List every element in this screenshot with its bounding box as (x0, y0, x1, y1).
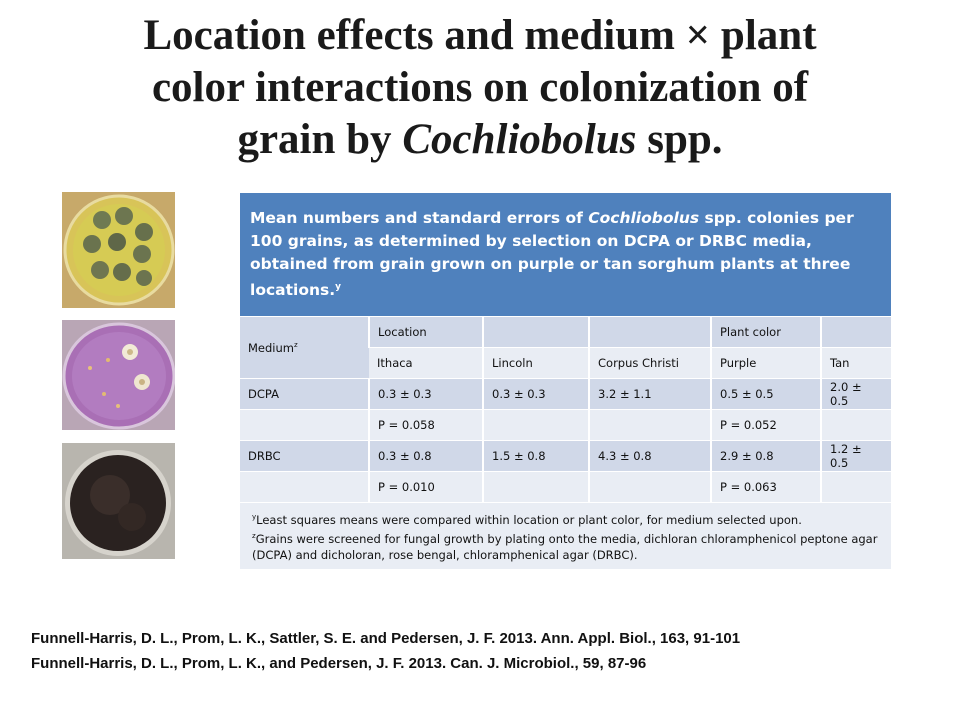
col-purple: Purple (711, 348, 821, 379)
cell-empty (240, 410, 369, 441)
caption-post: spp. colonies per 100 grains, as determined by selection on DCPA or DRBC media, obtained from grain grown on purple or tan sorghum plants at three locations. (250, 209, 854, 300)
col-corpus-christi: Corpus Christi (589, 348, 711, 379)
cell-empty (483, 410, 589, 441)
title-genus: Cochliobolus (402, 116, 637, 163)
cell-empty (821, 472, 891, 503)
title-line-3-pre: grain by (237, 116, 403, 163)
colonies-table (240, 192, 891, 569)
col-lincoln: Lincoln (483, 348, 589, 379)
cell: 1.5 ± 0.8 (483, 441, 589, 472)
p-color: P = 0.052 (711, 410, 821, 441)
cell-empty (240, 472, 369, 503)
caption-pre: Mean numbers and standard errors of (250, 209, 589, 228)
cell-empty (821, 410, 891, 441)
p-value-row (240, 410, 891, 441)
table-footnotes (240, 503, 891, 570)
dcpa-plate-photo (62, 192, 175, 308)
reference-1: Funnell-Harris, D. L., Prom, L. K., Sattler, S. E. and Pedersen, J. F. 2013. Ann. Appl. Biol., 163, 91-101 (31, 630, 741, 647)
footnote-z (252, 528, 881, 563)
footnote-y (252, 509, 881, 528)
slide-title (0, 10, 960, 166)
medium-header (240, 317, 369, 379)
p-location: P = 0.058 (369, 410, 483, 441)
table-row (240, 379, 891, 410)
cell: 3.2 ± 1.1 (589, 379, 711, 410)
footnote-z-sup: z (252, 532, 256, 540)
p-color: P = 0.063 (711, 472, 821, 503)
caption-genus: Cochliobolus (588, 209, 700, 228)
header-empty-1 (483, 317, 589, 348)
cell: 4.3 ± 0.8 (589, 441, 711, 472)
cell: 0.5 ± 0.5 (711, 379, 821, 410)
title-line-1: Location effects and medium × plant (143, 12, 817, 59)
title-line-2: color interactions on colonization of (151, 64, 809, 111)
title-line-3-post: spp. (636, 116, 723, 163)
references (31, 626, 941, 676)
cell: 2.9 ± 0.8 (711, 441, 821, 472)
plate-photo-dark (62, 443, 175, 559)
table-caption (240, 193, 891, 317)
cell: 0.3 ± 0.3 (483, 379, 589, 410)
footnote-y-sup: y (252, 513, 257, 522)
col-ithaca: Ithaca (369, 348, 483, 379)
cell: 0.3 ± 0.3 (369, 379, 483, 410)
header-empty-2 (589, 317, 711, 348)
p-location: P = 0.010 (369, 472, 483, 503)
plant-color-header: Plant color (711, 317, 821, 348)
title-line-3 (0, 114, 960, 166)
cell: 0.3 ± 0.8 (369, 441, 483, 472)
header-empty-3 (821, 317, 891, 348)
col-tan: Tan (821, 348, 891, 379)
row-medium: DCPA (240, 379, 369, 410)
cell: 1.2 ± 0.5 (821, 441, 891, 472)
table-row (240, 441, 891, 472)
cell-empty (483, 472, 589, 503)
row-medium: DRBC (240, 441, 369, 472)
footnote-z-text: Grains were screened for fungal growth by plating onto the media, dichloran chloramphenicol peptone agar (DCPA) and dicholoran, rose bengal, chloramphenical agar (DRBC). (252, 531, 878, 562)
cell-empty (589, 410, 711, 441)
cell: 2.0 ± 0.5 (821, 379, 891, 410)
medium-label: Medium (248, 340, 294, 355)
caption-sup: y (335, 282, 342, 293)
location-header: Location (369, 317, 483, 348)
reference-2: Funnell-Harris, D. L., Prom, L. K., and Pedersen, J. F. 2013. Can. J. Microbiol., 59, 87-96 (31, 655, 647, 672)
footnote-y-text: Least squares means were compared within location or plant color, for medium selected upon. (256, 513, 802, 527)
cell-empty (589, 472, 711, 503)
medium-sup: z (293, 340, 298, 349)
p-value-row (240, 472, 891, 503)
drbc-plate-photo (62, 320, 175, 430)
